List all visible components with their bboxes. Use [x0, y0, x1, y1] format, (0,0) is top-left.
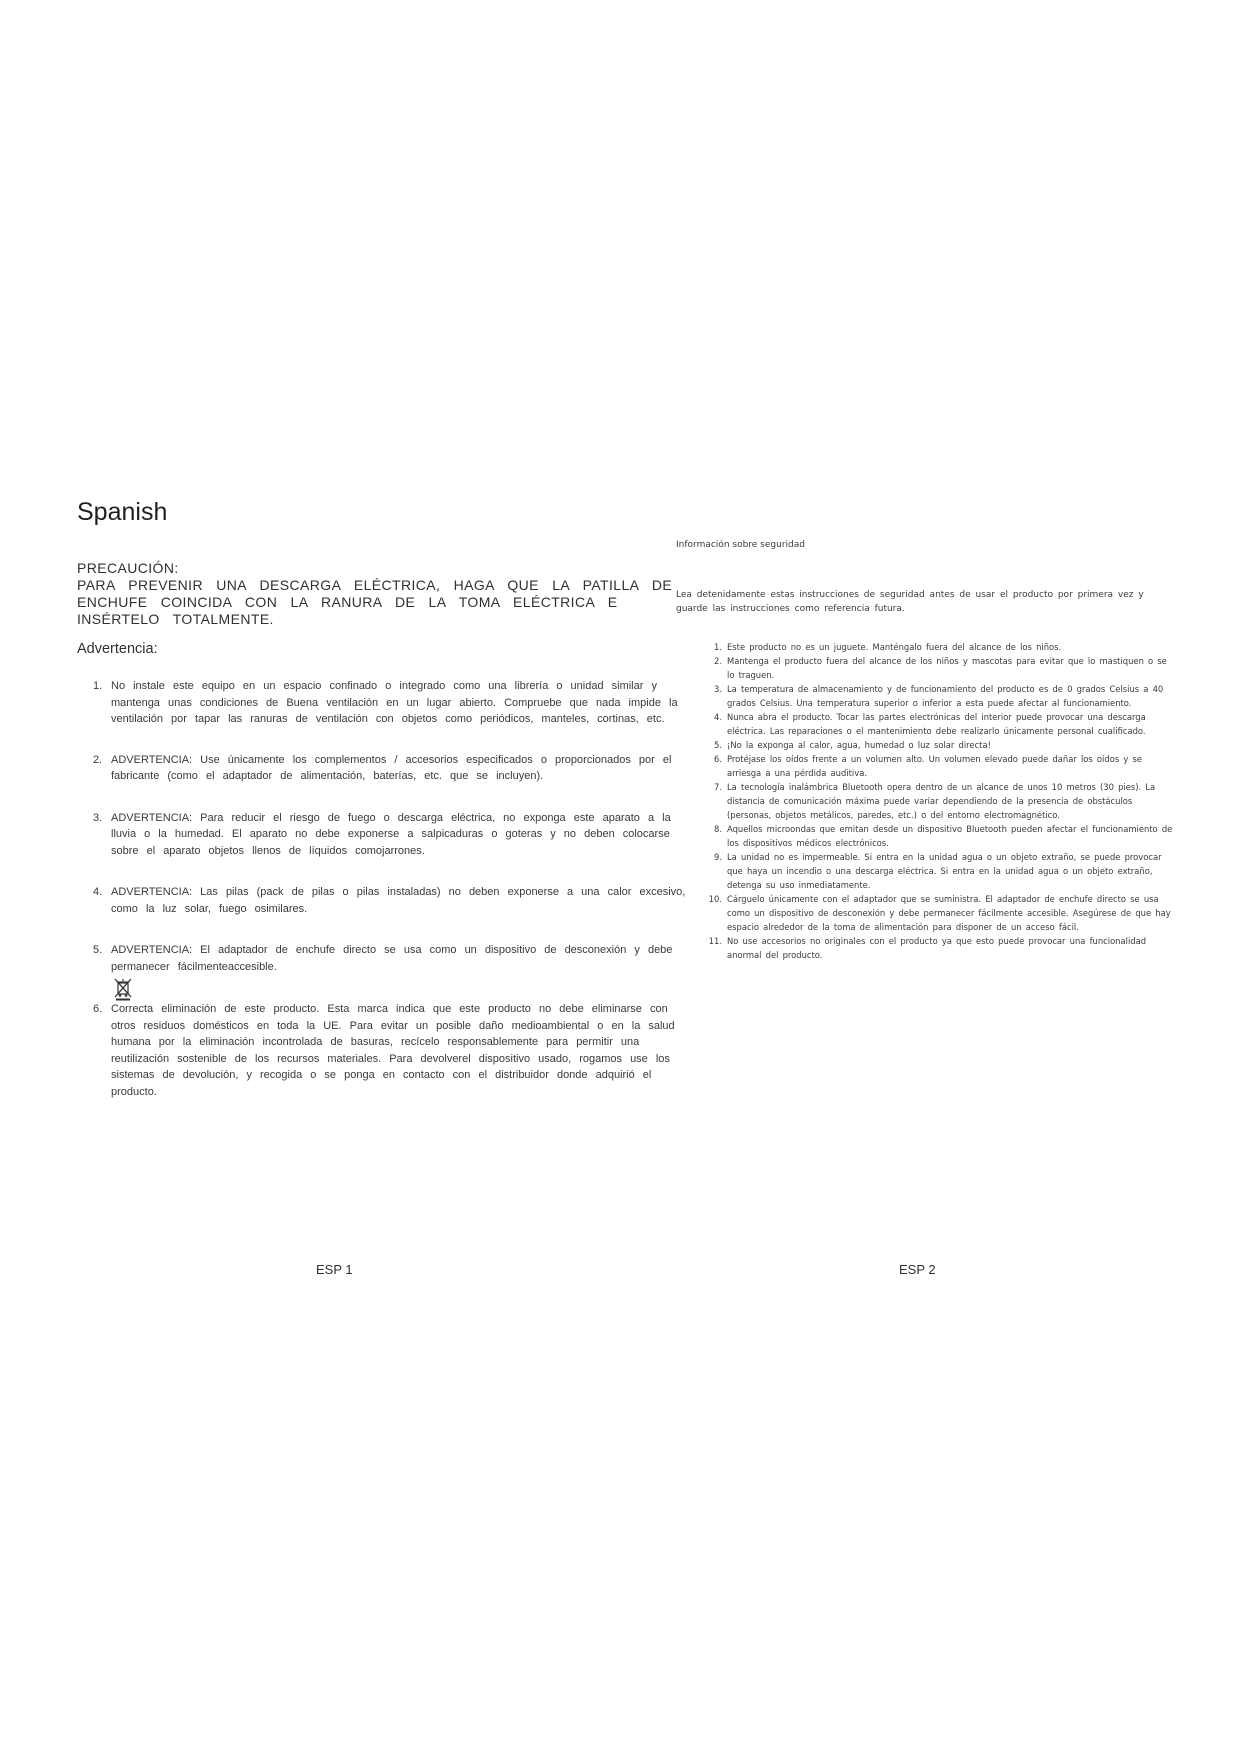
warning-number: 4.: [93, 886, 103, 898]
warning-text: ADVERTENCIA: Las pilas (pack de pilas o pilas instaladas) no deben exponerse a una calor excesivo, como la luz solar, fuego osimilares.: [111, 886, 686, 915]
warning-item: [77, 942, 697, 975]
safety-number: 6.: [714, 754, 722, 764]
warning-text: ADVERTENCIA: Para reducir el riesgo de fuego o descarga eléctrica, no exponga este aparato a la lluvia o la humedad. El aparato no debe exponerse a salpicaduras o goteras y no deben colocarse sobre el aparato objetos llenos de líquidos comojarrones.: [111, 811, 671, 857]
safety-text: Nunca abra el producto. Tocar las partes electrónicas del interior puede provocar una descarga eléctrica. Las reparaciones o el mantenimiento debe realizarlo únicamente personal cualificado.: [727, 712, 1146, 736]
safety-item: [676, 654, 1176, 682]
caution-block: [77, 560, 677, 628]
crossed-out-wheelie-bin-icon: [113, 977, 133, 1001]
safety-intro: Lea detenidamente estas instrucciones de seguridad antes de usar el producto por primera vez y guarde las instrucciones como referencia futura.: [676, 590, 1144, 614]
safety-item: [676, 752, 1176, 780]
warning-number: 3.: [93, 811, 103, 824]
caution-title: PRECAUCIÓN:: [77, 560, 179, 576]
safety-number: 8.: [714, 824, 722, 834]
safety-number: 7.: [714, 782, 722, 792]
safety-number: 1.: [714, 642, 722, 652]
warning-number: 6.: [93, 1003, 103, 1015]
warning-text: Correcta eliminación de este producto. Esta marca indica que este producto no debe eliminarse con otros residuos domésticos en toda la UE. Para evitar un posible daño medioambiental o en la salud humana por la eliminación incontrolada de basuras, recícelo responsablemente para permitir una reutilización sostenible de los recursos materiales. Para devolverel dispositivo usado, rogamos use los sistemas de devolución, y recogida o se ponga en contacto con el distribuidor donde adquirió el producto.: [111, 1003, 675, 1098]
right-page: [676, 540, 1178, 980]
page-number-left: ESP 1: [316, 1262, 353, 1277]
safety-item: [676, 892, 1176, 934]
safety-text: Mantenga el producto fuera del alcance de los niños y mascotas para evitar que lo mastiquen o se lo traguen.: [727, 656, 1167, 680]
safety-text: Cárguelo únicamente con el adaptador que se suministra. El adaptador de enchufe directo se usa como un dispositivo de desconexión y debe permanecer fácilmente accesible. Asegúrese de que hay espacio alrededor de la toma de alimentación para disponer de un acceso fácil.: [727, 894, 1171, 932]
warning-number: 5.: [93, 944, 103, 956]
safety-item: [676, 640, 1176, 654]
safety-text: La unidad no es impermeable. Si entra en la unidad agua o un objeto extraño, se puede provocar que haya un incendio o una descarga eléctrica. Si entra en la unidad agua o un objeto extraño, detenga su uso inmediatamente.: [727, 852, 1162, 890]
safety-text: ¡No la exponga al calor, agua, humedad o luz solar directa!: [727, 740, 991, 750]
safety-info-title: Información sobre seguridad: [676, 540, 805, 550]
warning-number: 2.: [93, 753, 103, 766]
safety-number: 10.: [708, 894, 722, 904]
safety-text: La temperatura de almacenamiento y de funcionamiento del producto es de 0 grados Celsius a 40 grados Celsius. Una temperatura superior o inferior a esta puede afectar al funcionamiento.: [727, 684, 1164, 708]
left-page: [77, 496, 686, 1098]
safety-item: [676, 850, 1176, 892]
warning-title: Advertencia:: [77, 641, 158, 657]
warning-item: [77, 752, 697, 785]
safety-item: [676, 822, 1176, 850]
caution-body: PARA PREVENIR UNA DESCARGA ELÉCTRICA, HAGA QUE LA PATILLA DE ENCHUFE COINCIDA CON LA RANURA DE LA TOMA ELÉCTRICA E INSÉRTELO TOTALMENTE.: [77, 577, 673, 627]
safety-text: Protéjase los oídos frente a un volumen alto. Un volumen elevado puede dañar los oídos y se arriesga a una pérdida auditiva.: [727, 754, 1142, 778]
safety-item: [676, 934, 1176, 962]
safety-item: [676, 710, 1176, 738]
warning-item: [77, 678, 697, 728]
safety-number: 2.: [714, 656, 722, 666]
safety-number: 11.: [708, 936, 722, 946]
safety-text: Aquellos microondas que emitan desde un dispositivo Bluetooth pueden afectar el funcionamiento de los dispositivos médicos electrónicos.: [727, 824, 1173, 848]
warning-text: ADVERTENCIA: El adaptador de enchufe directo se usa como un dispositivo de desconexión y debe permanecer fácilmenteaccesible.: [111, 944, 673, 973]
safety-number: 5.: [714, 740, 722, 750]
warning-list: [77, 678, 697, 1100]
safety-number: 3.: [714, 684, 722, 694]
safety-text: La tecnología inalámbrica Bluetooth opera dentro de un alcance de unos 10 metros (30 pies). La distancia de comunicación máxima puede variar dependiendo de la presencia de obstáculos (personas, objetos metálicos, paredes, etc.) o del entorno electromagnético.: [727, 782, 1156, 820]
safety-text: No use accesorios no originales con el producto ya que esto puede provocar una funcionalidad anormal del producto.: [727, 936, 1147, 960]
safety-item: [676, 682, 1176, 710]
page-number-right: ESP 2: [899, 1262, 936, 1277]
warning-text: ADVERTENCIA: Use únicamente los complementos / accesorios especificados o proporcionados por el fabricante (como el adaptador de alimentación, baterías, etc. que se incluyen).: [111, 753, 672, 782]
warning-text: No instale este equipo en un espacio confinado o integrado como una librería o unidad similar y mantenga unas condiciones de Buena ventilación en un lugar abierto. Compruebe que nada impide la ventilación por tapar las ranuras de ventilación con objetos como periódicos, manteles, cortinas, etc.: [111, 680, 678, 725]
safety-item: [676, 780, 1176, 822]
language-title: Spanish: [77, 498, 168, 526]
warning-item: [77, 884, 697, 917]
safety-item: [676, 738, 1176, 752]
warning-number: 1.: [93, 680, 103, 692]
safety-number: 9.: [714, 852, 722, 862]
safety-list: [676, 640, 1176, 962]
safety-number: 4.: [714, 712, 722, 722]
safety-text: Este producto no es un juguete. Manténgalo fuera del alcance de los niños.: [727, 642, 1062, 652]
warning-item: [77, 810, 697, 860]
warning-item: [77, 1001, 697, 1100]
